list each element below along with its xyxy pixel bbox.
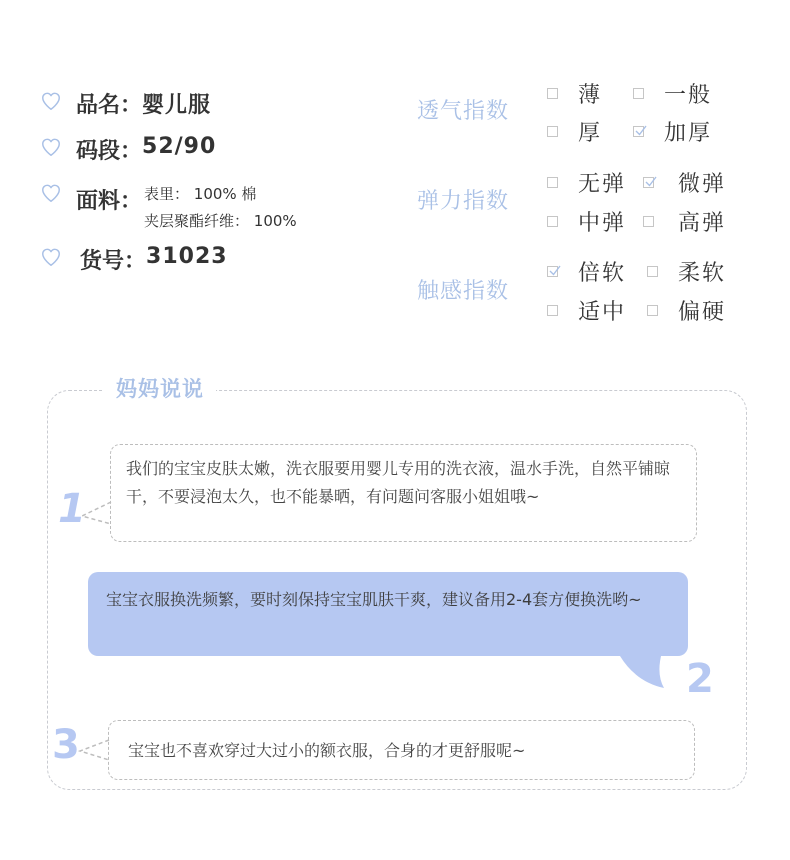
checkmark-icon [548, 263, 562, 277]
checkbox-icon[interactable] [547, 88, 558, 99]
mom-says-title-wrap [104, 373, 216, 403]
checkbox-icon[interactable] [547, 177, 558, 188]
breathability-title: 透气指数 [417, 99, 510, 124]
option-label: 一般 [664, 83, 713, 108]
mom-says-title: 妈妈说说 [116, 377, 204, 401]
option-label: 加厚 [664, 121, 713, 146]
elasticity-title: 弹力指数 [417, 189, 510, 214]
size-value: 52/90 [142, 134, 217, 159]
tip-text-3: 宝宝也不喜欢穿过大过小的额衣服，合身的才更舒服呢~ [128, 741, 526, 760]
tip-number-1: 1 [58, 486, 86, 532]
checkbox-icon[interactable] [547, 126, 558, 137]
checkbox-icon[interactable] [547, 305, 558, 316]
option-label: 偏硬 [678, 300, 727, 325]
option-slight-stretch[interactable] [643, 167, 726, 198]
size-row [40, 134, 216, 165]
tip-number-2: 2 [686, 656, 714, 702]
fabric-row [40, 180, 297, 235]
checkbox-icon[interactable] [547, 216, 558, 227]
bubble-tail-left [80, 500, 112, 528]
option-label: 倍软 [578, 261, 627, 286]
heart-outline-icon [40, 182, 62, 204]
fabric-label: 面料： [76, 189, 143, 214]
option-firm[interactable] [647, 295, 726, 326]
checkbox-checked-icon[interactable] [547, 266, 558, 277]
bubble-tail-right [612, 652, 668, 690]
touch-title: 触感指数 [417, 279, 510, 304]
heart-outline-icon [40, 136, 62, 158]
tip-text-1: 我们的宝宝皮肤太嫩，洗衣服要用婴儿专用的洗衣液，温水手洗，自然平铺晾干，不要浸泡太久，也不能暴晒，有问题问客服小姐姐哦~ [126, 459, 671, 506]
option-label: 厚 [578, 121, 603, 146]
option-no-stretch[interactable] [547, 167, 626, 198]
option-thin[interactable] [547, 78, 602, 109]
option-thick[interactable] [547, 116, 602, 147]
option-medium-stretch[interactable] [547, 206, 626, 237]
product-name-value: 婴儿服 [142, 93, 212, 118]
item-number-value: 31023 [146, 244, 228, 269]
bubble-tail-left [78, 738, 110, 764]
checkbox-icon[interactable] [647, 305, 658, 316]
checkbox-checked-icon[interactable] [633, 126, 644, 137]
item-number-label: 货号： [80, 249, 147, 274]
fabric-composition [144, 180, 297, 235]
heart-outline-icon [40, 90, 62, 112]
fabric-line-lining: 夹层聚酯纤维： 100% [144, 212, 297, 230]
option-extra-soft[interactable] [547, 256, 626, 287]
tip-bubble-1 [110, 444, 697, 542]
tip-bubble-3 [108, 720, 695, 780]
option-label: 薄 [578, 83, 603, 108]
checkmark-icon [644, 174, 658, 188]
option-soft[interactable] [647, 256, 726, 287]
tip-number-3: 3 [52, 722, 80, 768]
option-label: 中弹 [578, 211, 627, 236]
option-moderate[interactable] [547, 295, 626, 326]
option-extra-thick[interactable] [633, 116, 712, 147]
product-name-row [40, 88, 211, 119]
option-label: 高弹 [678, 211, 727, 236]
option-label: 柔软 [678, 261, 727, 286]
tip-bubble-2 [88, 572, 688, 656]
option-normal[interactable] [633, 78, 712, 109]
item-number-row [40, 244, 228, 275]
checkbox-icon[interactable] [647, 266, 658, 277]
size-label: 码段： [76, 139, 143, 164]
tip-text-2: 宝宝衣服换洗频繁，要时刻保持宝宝肌肤干爽，建议备用2-4套方便换洗哟~ [106, 590, 642, 609]
option-label: 无弹 [578, 172, 627, 197]
heart-outline-icon [40, 246, 62, 268]
checkmark-icon [634, 123, 648, 137]
checkbox-icon[interactable] [633, 88, 644, 99]
product-name-label: 品名： [76, 93, 143, 118]
option-label: 微弹 [678, 172, 727, 197]
fabric-line-outer: 表里： 100% 棉 [144, 185, 257, 203]
checkbox-icon[interactable] [643, 216, 654, 227]
checkbox-checked-icon[interactable] [643, 177, 654, 188]
option-label: 适中 [578, 300, 627, 325]
option-high-stretch[interactable] [643, 206, 726, 237]
